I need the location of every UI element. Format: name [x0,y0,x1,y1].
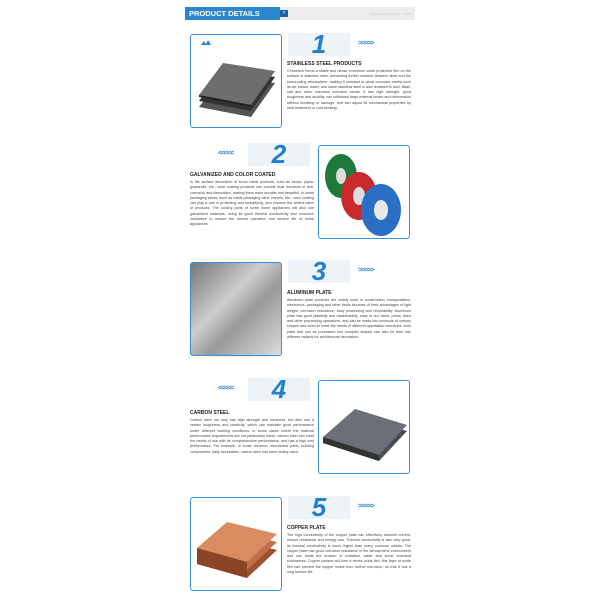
carbon-steel-image [318,380,410,474]
stainless-steel-sheets-icon [191,35,281,127]
section-title: CARBON STEEL [190,410,230,416]
arrows-icon: <<<<< [218,150,234,157]
carbon-steel-plates-icon [319,381,409,473]
section-number: 3 [288,260,350,283]
section-number: 4 [248,378,310,401]
arrows-icon: >>>>> [358,267,374,274]
arrows-icon: >>>>> [358,503,374,510]
section-title: GALVANIZED AND COLOR COATED [190,172,276,178]
section-number: 2 [248,143,310,166]
header-site: qingmao-steel.co...com [369,11,411,16]
arrows-icon: >>>>> [358,40,374,47]
section-number: 1 [288,33,350,56]
section-title: STAINLESS STEEL PRODUCTS [287,61,362,67]
aluminum-plate-image [190,262,282,356]
section-title: ALUMINUM PLATE [287,290,332,296]
section-text: Chromium forms a stable and dense chromium oxide protective film on the surface of stainless steel, preventing further reaction between steel and the surrounding atmosphere, making it resistant to weak corrosive media such as air, steam, water, and some stainless steel is also resistant to acid, alkali, salt and other chemical corrosive media. It has high strength, good toughness and ductility, can withstand large external forces and deformation without breaking or damage, and can adjust its mechanical properties by heat treatment or cold working. [287,69,411,111]
steel-coils-icon [319,146,409,238]
section-number: 5 [288,496,350,519]
section-text: The high conductivity of the copper plate can effectively transmit current, reduce resistance and energy loss. Thermal conductivity is also very good, its thermal conductivity is much higher than many common metals. The copper plate has good corrosion resistance in the atmospheric environment and can resist the erosion of oxidation, water and some chemical substances. Copper surface will form a dense oxide film, this layer of oxide film can prevent the copper inside from further corrosion, so that it has a long service life. [287,533,411,575]
product-details-header [185,7,415,20]
section-text: In the surface decoration of some metal products, such as lamps, pipes, guardrails, etc., color coating products can provide dual functions of anti-corrosion and decoration, making them more durable and beautiful. In some packaging areas, such as metal packaging cans, barrels, etc., color coating can play a role in protecting and beautifying, and improve the added value of products. The cooling parts of some home appliances will also use galvanized materials, using its good thermal conductivity and corrosion resistance to ensure the normal operation and service life of home appliances. [190,180,314,227]
coated-coils-image [318,145,410,239]
header-title: PRODUCT DETAILS [185,7,280,20]
section-text: Carbon steel not only has high strength and hardness, but also has a certain toughness and plasticity, which can maintain good performance under different working conditions. In some cases where the material performance requirements are not particularly harsh, carbon steel can meet the needs of use with its comprehensive performance, and has a high cost performance. For example, in some common mechanical parts, building components, daily necessities, carbon steel has been widely used. [190,418,314,454]
section-title: COPPER PLATE [287,525,326,531]
section-text: Aluminum plate products are widely used in construction, transportation, electronics, packaging and other fields because of their advantages of light weight, corrosion resistance, easy processing and recyclability. Aluminum plate has good plasticity and machinability, easy to cut, bend, press, draw and other processing operations, and can be made into products of various shapes and sizes to meet the needs of different application scenarios. Auto parts that can be processed into complex shapes can also be bent into different radians for architectural decoration. [287,298,411,340]
copper-plate-image [190,497,282,591]
arrows-icon: <<<<< [218,385,234,392]
stainless-steel-image [190,34,282,128]
copper-plates-icon [191,498,281,590]
header-arrow-icon: > [280,10,288,17]
